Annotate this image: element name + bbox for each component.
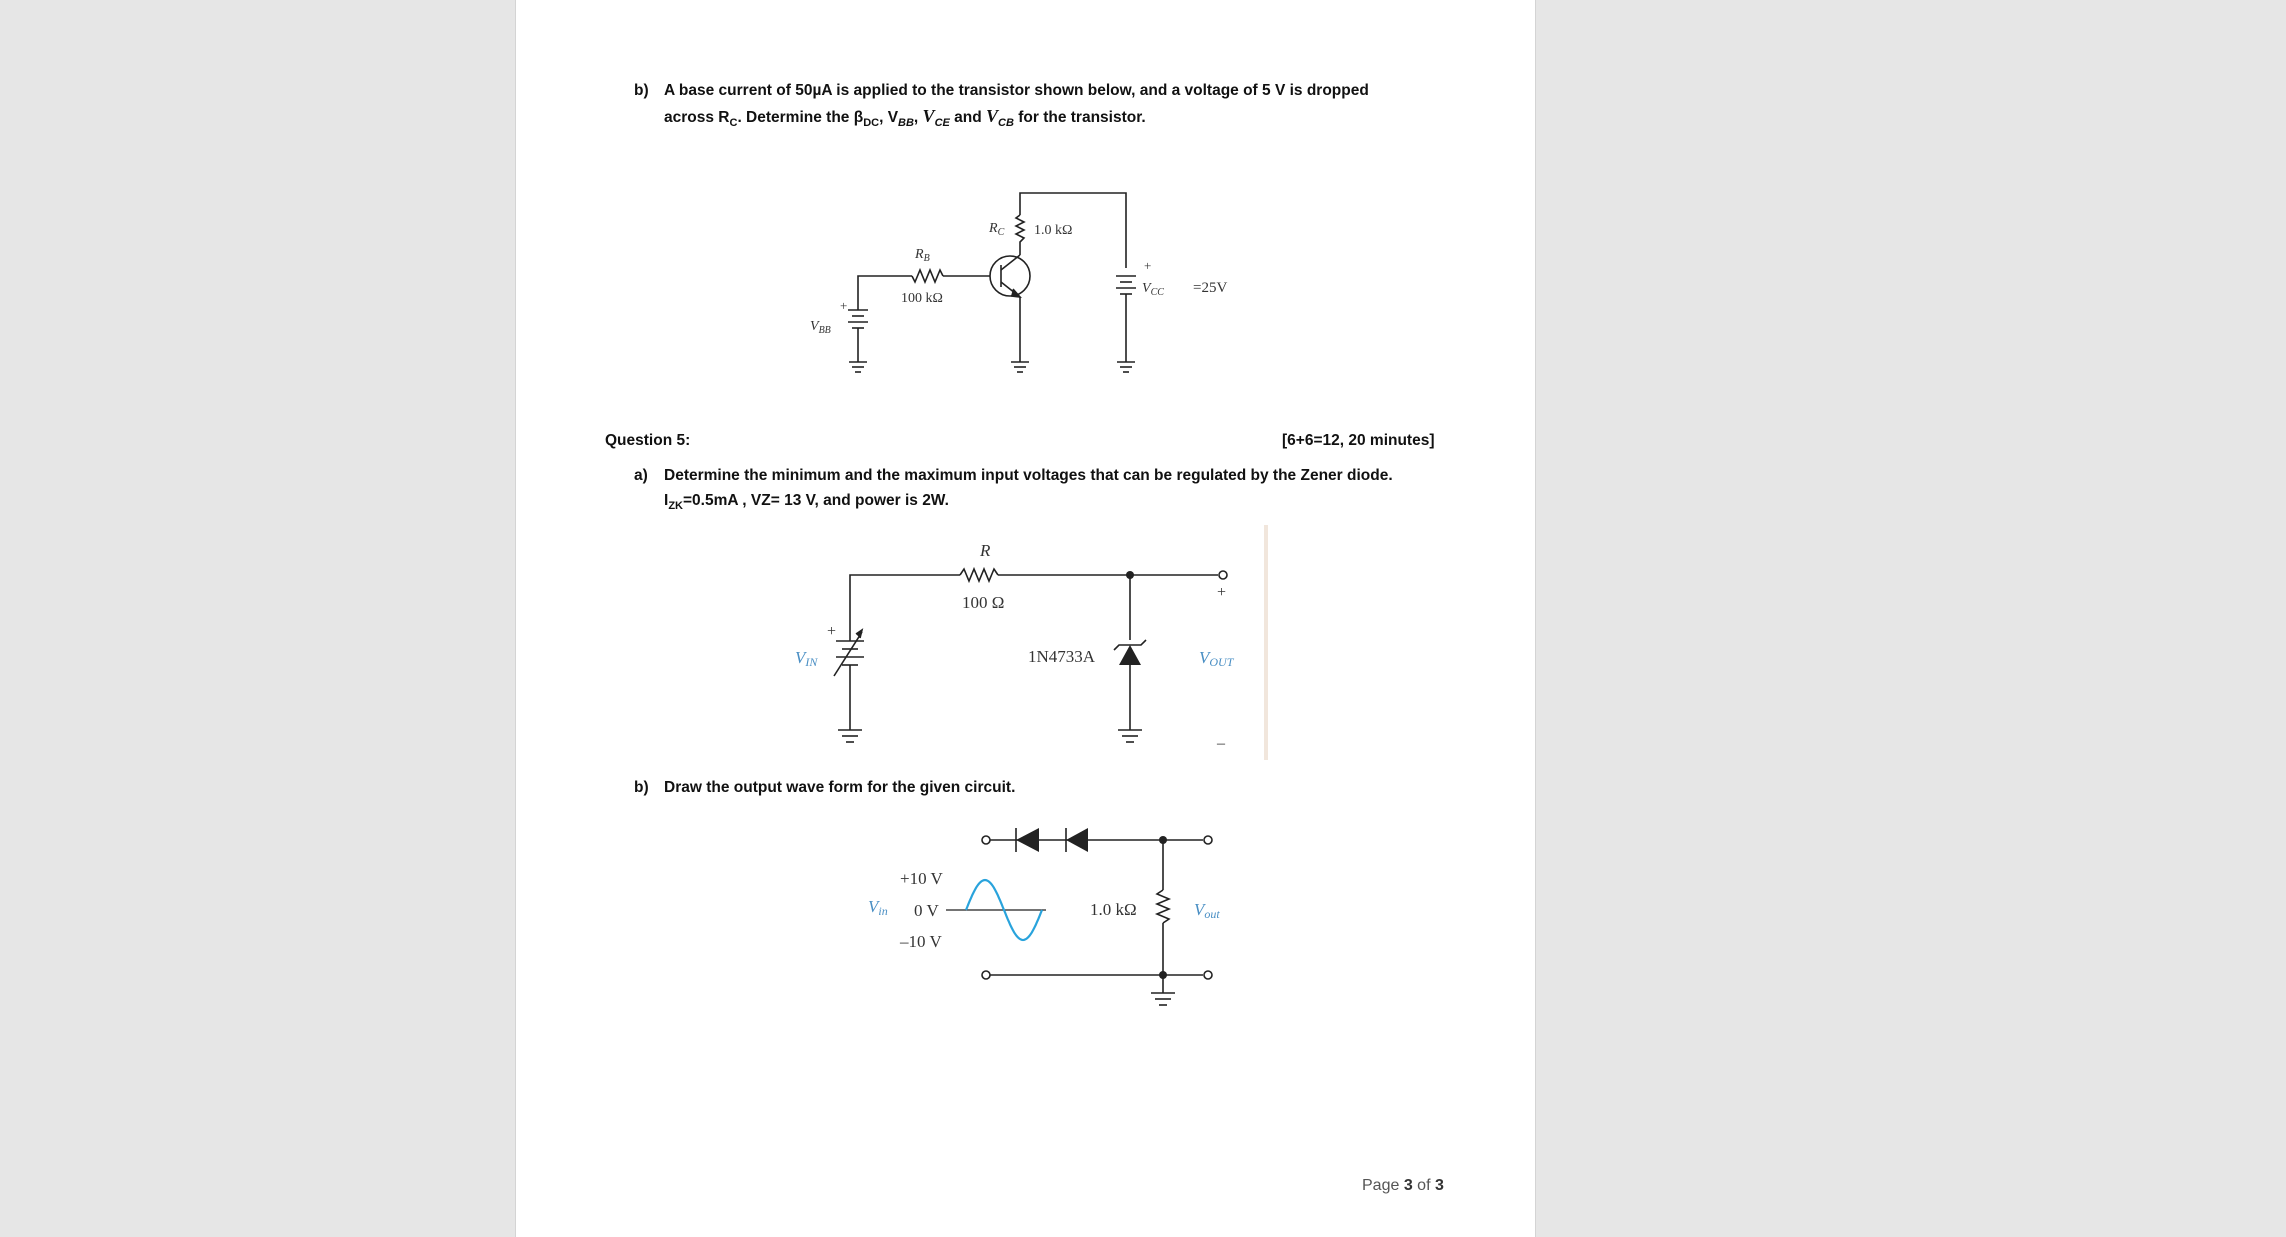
r-label: R xyxy=(980,541,991,560)
rc-label: $R_C$ xyxy=(989,221,1005,238)
load-resistor xyxy=(1157,890,1169,923)
wave-zero-label: 0 V xyxy=(914,901,939,920)
vcc-label: $V_{CC}$ xyxy=(1142,281,1164,298)
q5a-line2: $I_{ZK}=0.5mA$ , VZ= 13 V, and power is 2W. xyxy=(664,492,949,513)
diode-1 xyxy=(1016,828,1039,852)
output-terminal-top xyxy=(1204,836,1212,844)
vbb-label: $V_{BB}$ xyxy=(810,319,831,336)
vcc-plus: + xyxy=(1144,258,1152,273)
rb-value: 100 kΩ xyxy=(901,291,943,306)
vout-minus: – xyxy=(1217,735,1225,752)
q5b-label: b) xyxy=(634,779,649,796)
q5-title: Question 5: xyxy=(605,432,691,449)
vin-label: VIN xyxy=(795,648,818,669)
vout-plus: + xyxy=(1217,584,1227,601)
rc-value: 1.0 kΩ xyxy=(1034,223,1073,238)
vout-label: VOUT xyxy=(1199,648,1234,669)
wave-pos-label: +10 V xyxy=(900,869,943,888)
r-value: 100 Ω xyxy=(962,593,1005,612)
vin-label: Vin xyxy=(868,897,888,918)
ground-icon xyxy=(1151,993,1175,1005)
vcc-value: =25V xyxy=(1193,280,1228,296)
q5a-line1: Determine the minimum and the maximum input voltages that can be regulated by the Zener diode. xyxy=(664,467,1393,484)
diode-2 xyxy=(1066,828,1088,852)
load-resistor-value: 1.0 kΩ xyxy=(1090,900,1137,919)
input-terminal-top xyxy=(982,836,990,844)
q5b-line: Draw the output wave form for the given circuit. xyxy=(664,779,1016,796)
junction-dot xyxy=(1159,971,1167,979)
q5-marks: [6+6=12, 20 minutes] xyxy=(1282,432,1435,449)
zener-part: 1N4733A xyxy=(1028,647,1096,666)
output-terminal-bottom xyxy=(1204,971,1212,979)
q4b-line1: A base current of 50µA is applied to the transistor shown below, and a voltage of 5 V is dropped xyxy=(664,82,1369,99)
q4b-line2: across $R_C$. Determine the $\beta_{DC}$, $V_{BB}$, $V_{CE}$ and $V_{CB}$ for the transistor. xyxy=(664,106,1146,130)
vbb-plus: + xyxy=(840,298,848,313)
page-number: Page 3 of 3 xyxy=(1362,1177,1444,1194)
wave-neg-label: –10 V xyxy=(900,932,942,951)
vout-label: Vout xyxy=(1194,900,1220,921)
vin-plus: + xyxy=(827,623,837,640)
rb-label: $R_B$ xyxy=(915,247,930,264)
q5a-label: a) xyxy=(634,467,648,484)
input-terminal-bottom xyxy=(982,971,990,979)
q4b-label: b) xyxy=(634,82,649,99)
